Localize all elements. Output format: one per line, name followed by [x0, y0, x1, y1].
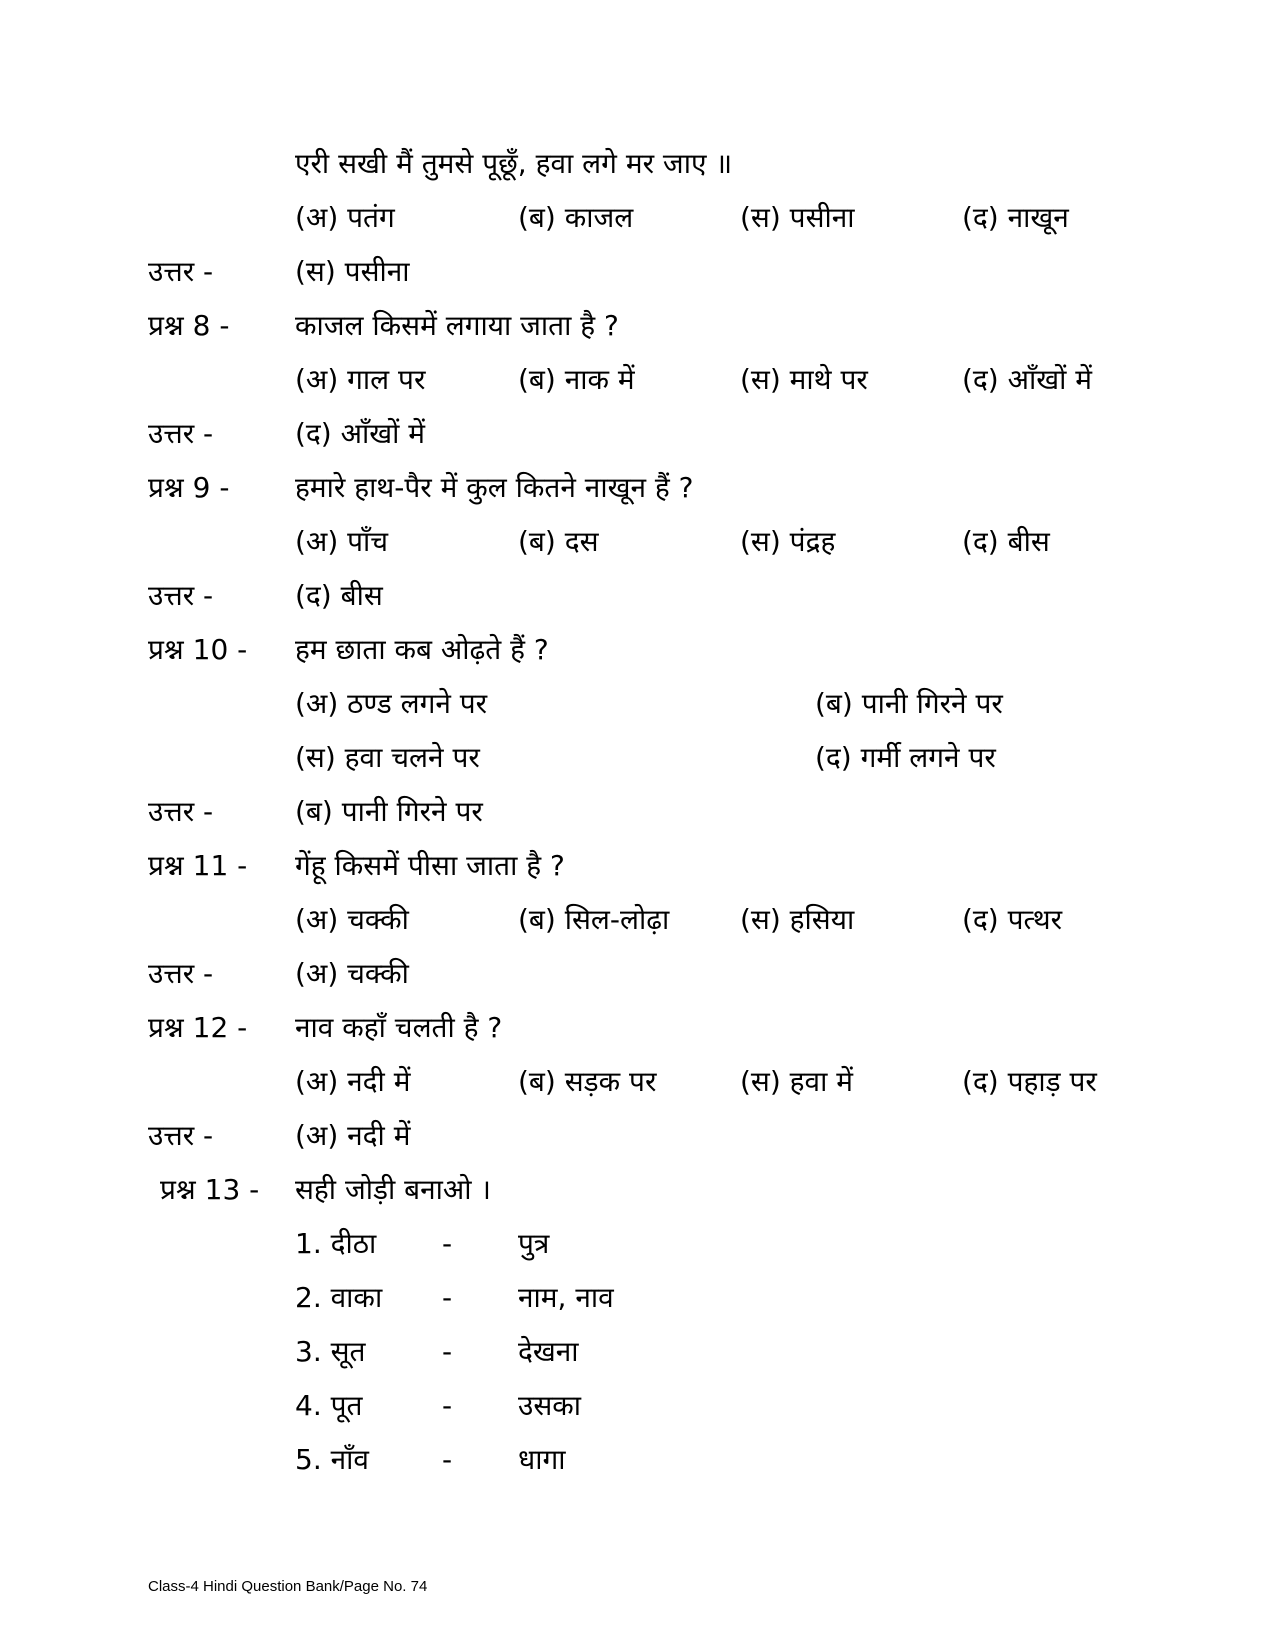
answer-text: (ब) पानी गिरने पर	[295, 795, 483, 828]
option-a: (अ) पाँच	[295, 525, 389, 558]
page-footer: Class-4 Hindi Question Bank/Page No. 74	[148, 1578, 428, 1595]
match-dash: -	[442, 1443, 453, 1476]
match-pair	[0, 1432, 1275, 1488]
match-left: 3. सूत	[295, 1335, 366, 1368]
riddle-text: एरी सखी मैं तुमसे पूछूँ, हवा लगे मर जाए ॥	[295, 147, 733, 180]
question-text: हमारे हाथ-पैर में कुल कितने नाखून हैं ?	[295, 471, 694, 504]
question-8	[0, 298, 1275, 354]
question-11-answer	[0, 946, 1275, 1002]
option-b: (ब) काजल	[518, 201, 634, 234]
option-d: (द) आँखों में	[962, 363, 1093, 396]
match-left: 5. नाँव	[295, 1443, 369, 1476]
question-9-answer	[0, 568, 1275, 624]
question-text: काजल किसमें लगाया जाता है ?	[295, 309, 619, 342]
question-12-answer	[0, 1108, 1275, 1164]
question-8-answer	[0, 406, 1275, 462]
answer-text: (अ) चक्की	[295, 957, 409, 990]
question-label: प्रश्न 11 -	[148, 849, 248, 882]
question-label: प्रश्न 8 -	[148, 309, 230, 342]
option-a: (अ) पतंग	[295, 201, 395, 234]
match-pair	[0, 1378, 1275, 1434]
option-c: (स) माथे पर	[740, 363, 868, 396]
question-text: गेंहू किसमें पीसा जाता है ?	[295, 849, 565, 882]
answer-label: उत्तर -	[148, 957, 214, 990]
question-11	[0, 838, 1275, 894]
question-text: नाव कहाँ चलती है ?	[295, 1011, 503, 1044]
match-pair	[0, 1324, 1275, 1380]
option-a: (अ) नदी में	[295, 1065, 411, 1098]
question-label: प्रश्न 9 -	[148, 471, 230, 504]
match-pair	[0, 1270, 1275, 1326]
option-a: (अ) चक्की	[295, 903, 409, 936]
answer-text: (अ) नदी में	[295, 1119, 411, 1152]
option-d: (द) गर्मी लगने पर	[815, 741, 996, 774]
option-d: (द) पत्थर	[962, 903, 1063, 936]
question-12	[0, 1000, 1275, 1056]
match-right: धागा	[518, 1443, 566, 1476]
option-a: (अ) ठण्ड लगने पर	[295, 687, 488, 720]
match-right: देखना	[518, 1335, 579, 1368]
option-b: (ब) पानी गिरने पर	[815, 687, 1003, 720]
match-right: नाम, नाव	[518, 1281, 614, 1314]
match-left: 4. पूत	[295, 1389, 363, 1422]
question-9-options	[0, 514, 1275, 570]
question-10-answer	[0, 784, 1275, 840]
question-10-options-row1	[0, 676, 1275, 732]
question-8-options	[0, 352, 1275, 408]
question-11-options	[0, 892, 1275, 948]
answer-label: उत्तर -	[148, 795, 214, 828]
question-label: प्रश्न 13 -	[160, 1173, 260, 1206]
option-a: (अ) गाल पर	[295, 363, 426, 396]
question-13	[0, 1162, 1275, 1218]
answer-text: (द) बीस	[295, 579, 383, 612]
match-right: उसका	[518, 1389, 582, 1422]
answer-label: उत्तर -	[148, 255, 214, 288]
match-dash: -	[442, 1389, 453, 1422]
question-text: सही जोड़ी बनाओ ।	[295, 1173, 492, 1206]
riddle-line	[0, 136, 1275, 192]
question-12-options	[0, 1054, 1275, 1110]
option-d: (द) नाखून	[962, 201, 1069, 234]
question-9	[0, 460, 1275, 516]
option-b: (ब) सिल-लोढ़ा	[518, 903, 670, 936]
answer-label: उत्तर -	[148, 579, 214, 612]
answer-text: (द) आँखों में	[295, 417, 426, 450]
option-b: (ब) सड़क पर	[518, 1065, 657, 1098]
riddle-answer	[0, 244, 1275, 300]
option-d: (द) बीस	[962, 525, 1050, 558]
answer-label: उत्तर -	[148, 417, 214, 450]
question-label: प्रश्न 10 -	[148, 633, 248, 666]
question-10	[0, 622, 1275, 678]
answer-label: उत्तर -	[148, 1119, 214, 1152]
option-c: (स) पंद्रह	[740, 525, 836, 558]
option-c: (स) हवा में	[740, 1065, 854, 1098]
option-b: (ब) नाक में	[518, 363, 635, 396]
match-pair	[0, 1216, 1275, 1272]
match-left: 2. वाका	[295, 1281, 383, 1314]
question-10-options-row2	[0, 730, 1275, 786]
option-c: (स) हसिया	[740, 903, 855, 936]
question-text: हम छाता कब ओढ़ते हैं ?	[295, 633, 549, 666]
match-dash: -	[442, 1281, 453, 1314]
option-c: (स) हवा चलने पर	[295, 741, 480, 774]
option-c: (स) पसीना	[740, 201, 855, 234]
match-left: 1. दीठा	[295, 1227, 377, 1260]
riddle-options	[0, 190, 1275, 246]
match-right: पुत्र	[518, 1227, 550, 1260]
question-label: प्रश्न 12 -	[148, 1011, 248, 1044]
match-dash: -	[442, 1227, 453, 1260]
option-d: (द) पहाड़ पर	[962, 1065, 1097, 1098]
answer-text: (स) पसीना	[295, 255, 410, 288]
match-dash: -	[442, 1335, 453, 1368]
option-b: (ब) दस	[518, 525, 599, 558]
